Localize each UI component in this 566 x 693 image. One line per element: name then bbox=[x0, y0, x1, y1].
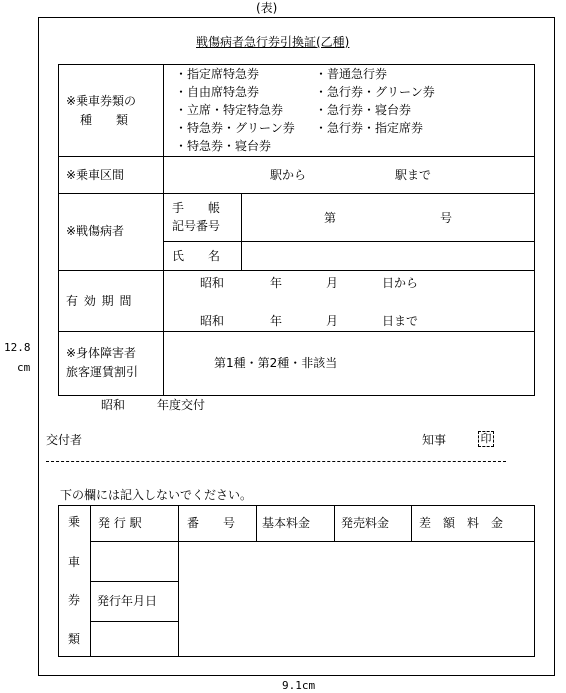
ticket-option: ・立席・特定特急券 bbox=[175, 103, 284, 117]
ticket-option: ・特急券・グリーン券 bbox=[175, 121, 295, 135]
ticket-option: ・普通急行券 bbox=[315, 67, 388, 81]
section-label: ※乗車区間 bbox=[66, 168, 125, 182]
ticket-option: ・急行券・グリーン券 bbox=[315, 85, 435, 99]
issuer-label: 交付者 bbox=[46, 433, 83, 447]
handbook-label-2: 記号番号 bbox=[172, 219, 221, 233]
validity-day-2: 日まで bbox=[382, 314, 419, 328]
vertical-label-char: 車 bbox=[68, 555, 81, 569]
header-base-fare: 基本料金 bbox=[262, 516, 311, 530]
name-label: 氏 名 bbox=[172, 249, 221, 263]
issue-year: 年度交付 bbox=[157, 398, 206, 412]
header-sale-fare: 発売料金 bbox=[341, 516, 390, 530]
issue-date-label: 発行年月日 bbox=[97, 594, 158, 608]
validity-day-1: 日から bbox=[382, 276, 419, 290]
ticket-option: ・特急券・寝台券 bbox=[175, 139, 272, 153]
header-number: 番 号 bbox=[187, 516, 236, 530]
width-dimension: 9.1cm bbox=[282, 679, 316, 692]
validity-year-2: 年 bbox=[270, 314, 283, 328]
section-from: 駅から bbox=[270, 168, 307, 182]
disability-value: 第1種・第2種・非該当 bbox=[214, 356, 338, 370]
handbook-label-1: 手 帳 bbox=[172, 201, 221, 215]
ticket-option: ・急行券・指定席券 bbox=[315, 121, 424, 135]
section-to: 駅まで bbox=[395, 168, 432, 182]
ticket-option: ・自由席特急券 bbox=[175, 85, 260, 99]
height-dimension: 12.8 bbox=[4, 341, 31, 354]
vertical-label-char: 乗 bbox=[68, 515, 81, 529]
validity-year-1: 年 bbox=[270, 276, 283, 290]
veteran-label: ※戦傷病者 bbox=[66, 224, 125, 238]
office-note: 下の欄には記入しないでください。 bbox=[60, 488, 253, 502]
cut-line bbox=[46, 461, 506, 462]
number-suffix: 号 bbox=[440, 211, 453, 225]
ticket-option: ・指定席特急券 bbox=[175, 67, 260, 81]
page-title: 戦傷病者急行券引換証(乙種) bbox=[196, 35, 350, 49]
side-label: (表) bbox=[256, 1, 278, 15]
validity-label: 有 効 期 間 bbox=[66, 294, 133, 308]
height-unit: cm bbox=[17, 361, 31, 374]
vertical-label-char: 類 bbox=[68, 632, 81, 646]
validity-month-2: 月 bbox=[326, 314, 339, 328]
disability-label-1: ※身体障害者 bbox=[66, 346, 137, 360]
number-prefix: 第 bbox=[324, 211, 337, 225]
ticket-types-label-2: 種 類 bbox=[80, 113, 129, 127]
header-difference: 差 額 料 金 bbox=[419, 516, 504, 530]
vertical-label-char: 券 bbox=[68, 593, 81, 607]
ticket-option: ・急行券・寝台券 bbox=[315, 103, 412, 117]
disability-label-2: 旅客運賃割引 bbox=[66, 365, 139, 379]
issue-era: 昭和 bbox=[101, 398, 126, 412]
validity-era-2: 昭和 bbox=[200, 314, 225, 328]
governor-label: 知事 bbox=[422, 433, 447, 447]
validity-month-1: 月 bbox=[326, 276, 339, 290]
validity-era-1: 昭和 bbox=[200, 276, 225, 290]
ticket-types-label-1: ※乗車券類の bbox=[66, 94, 137, 108]
header-issue-station: 発 行 駅 bbox=[98, 516, 142, 530]
seal-icon: 印 bbox=[478, 431, 494, 447]
